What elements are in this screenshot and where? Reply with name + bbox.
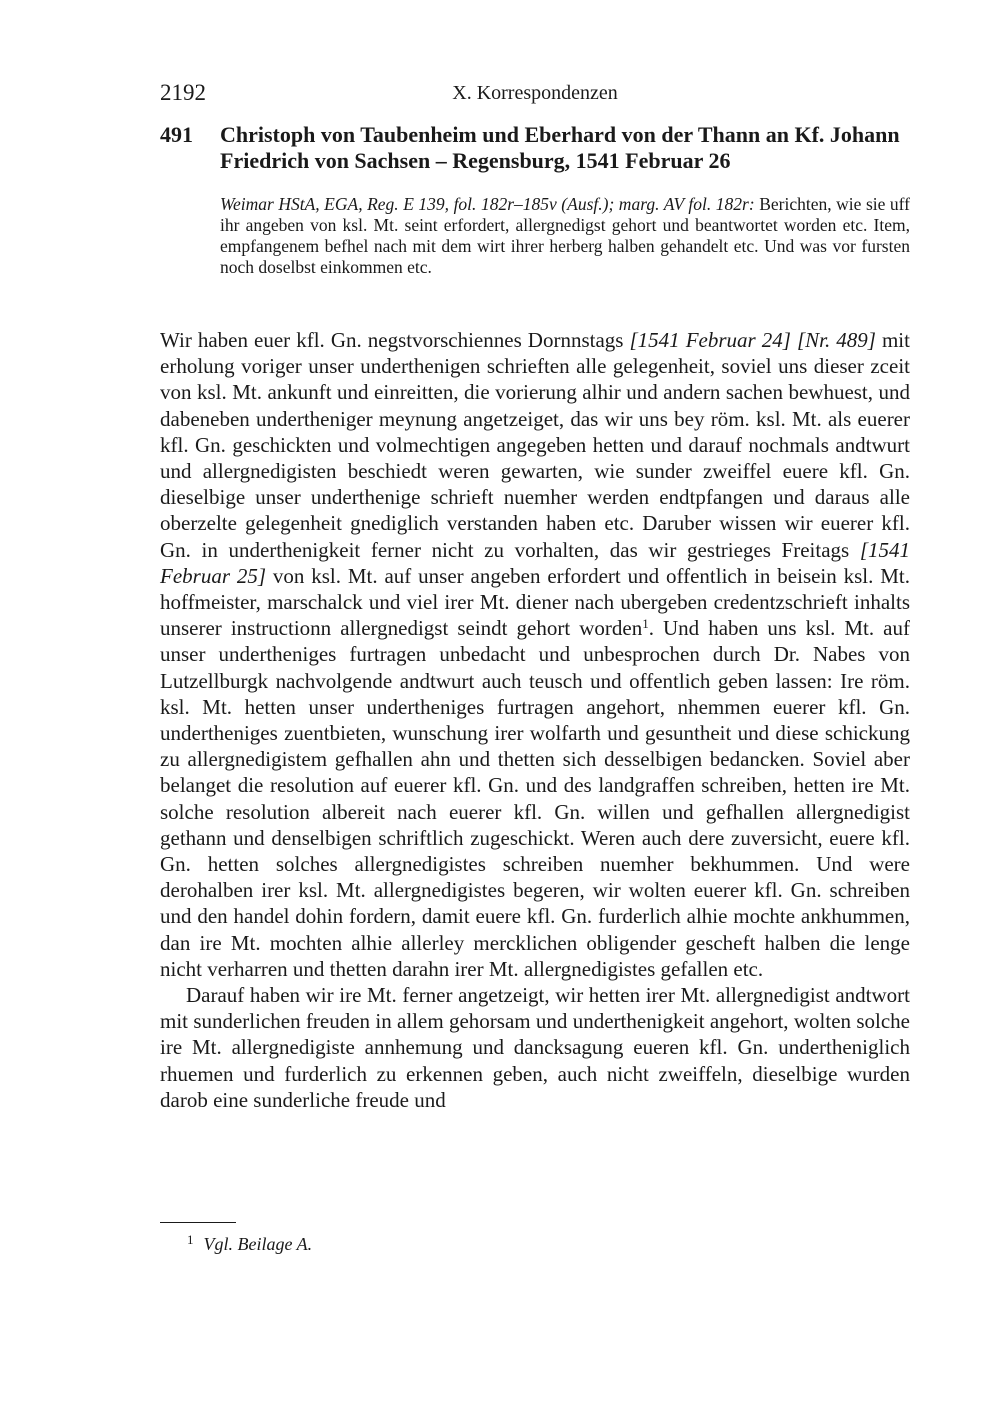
paragraph-1-part-c: von ksl. Mt. auf unser angeben erfordert und offentlich in beisein ksl. Mt. hoffmeister, marschalck und viel irer Mt. diener nach ubergeben credentzschrieft inhalts unserer instructionn allergnedigst seindt gehort worden: [160, 563, 910, 641]
footnote-mark: 1: [187, 1232, 194, 1247]
editorial-date-reference: [1541 Februar 24] [Nr. 489]: [629, 328, 876, 352]
footnote-text: Vgl. Beilage A.: [203, 1234, 313, 1254]
editorial-date: [1541 Februar 25]: [160, 537, 910, 588]
document-title: Christoph von Taubenheim und Eberhard von der Thann an Kf. Johann Friedrich von Sachsen – Regensburg, 1541 Februar 26: [220, 122, 900, 173]
main-text: [160, 327, 910, 1113]
footnote: [187, 1228, 887, 1256]
running-head: [160, 80, 910, 108]
paragraph-1-part-b: mit erholung voriger unser underthenigen schrieften alle gelegenheit, soviel uns dieser zceit von ksl. Mt. ankunft und einreitten, die vorierung alhir und andern sachen bewhuest, und dabeneben undertheniger meynung angetzeiget, das wir uns bey röm. ksl. Mt. als euerer kfl. Gn. geschickten und volmechtigen angegeben hetten und darauf nochmals andtwurt und allergnedigisten beschiedt weren gewarten, wie sunder zweiffel euere kfl. Gn. dieselbige unser underthenige schrieft nuemher werden endtpfangen und daraus alle oberzelte gelegenheit gnediglich verstanden haben etc. Daruber wissen wir euerer kfl. Gn. in underthenigkeit ferner nicht zu vorhalten, das wir gestrieges Freitags: [160, 328, 910, 562]
document-number: 491: [160, 122, 193, 147]
archival-summary: Berichten, wie sie uff ihr angeben von ksl. Mt. seint erfordert, allergnedigst gehort und beantwortet worden etc. Item, empfangenem befhel nach mit dem wirt ihrer herberg halben gehandelt etc. Und was vor fursten noch doselbst einkommen etc.: [220, 194, 911, 277]
page-number: 2192: [160, 80, 206, 105]
paragraph-2: Darauf haben wir ire Mt. ferner angetzeigt, wir hetten irer Mt. allergnedigist andtwort mit sunderlichen freuden in allem gehorsam und underthenigkeit angehort, wolten solche ire Mt. allergnedigiste annhemung und dancksagung eueren kfl. Gn. undertheniglich rhuemen und furderlich zu erkennen geben, auch nicht zweiffeln, dieselbige wurden darob eine sunderliche freude und: [160, 983, 910, 1112]
archival-note: [220, 194, 910, 278]
footnote-divider: [160, 1222, 236, 1223]
footnote-reference[interactable]: 1: [642, 616, 649, 632]
paragraph-1: [160, 327, 910, 982]
archival-source: Weimar HStA, EGA, Reg. E 139, fol. 182r–185v (Ausf.); marg. AV fol. 182r:: [220, 194, 755, 214]
running-title: X. Korrespondenzen: [452, 82, 618, 104]
paragraph-1-part-a: Wir haben euer kfl. Gn. negstvorschiennes Dornnstags: [160, 328, 630, 352]
page: [160, 0, 910, 1418]
paragraph-1-part-d: . Und haben uns ksl. Mt. auf unser undertheniges furtragen unbedacht und unbesprochen durch Dr. Nabes von Lutzellburgk nachvolgende andtwurt auch teusch und offentlich geben lassen: Ire röm. ksl. Mt. hetten unser undertheniges furtragen angehort, nhemmen euerer kfl. Gn. undertheniges zuentbieten, wunschung irer wolfarth und gesuntheit und diese schickung zu allergnedigistem gefhallen ahn und thetten sich desselbigen bedancken. Soviel aber belanget die resolution auf euerer kfl. Gn. und des landgraffen schreiben, hetten ire Mt. solche resolution albereit nach euerer kfl. Gn. willen und gefhallen allergnedigist gethann und denselbigen schriftlich zugeschickt. Weren auch dere zuversicht, euere kfl. Gn. hetten solches allergnedigistes schreiben nuemher bekhummen. Und were derohalben irer ksl. Mt. allergnedigistes begeren, wir wolten euerer kfl. Gn. schreiben und den handel dohin fordern, damit euere kfl. Gn. furderlich alhie mochte ankhummen, dan ire Mt. mochten alhie allerley mercklichen obligender gescheft halben die lenge nicht verharren und thetten darahn irer Mt. allergnedigistes gefallen etc.: [160, 616, 910, 981]
